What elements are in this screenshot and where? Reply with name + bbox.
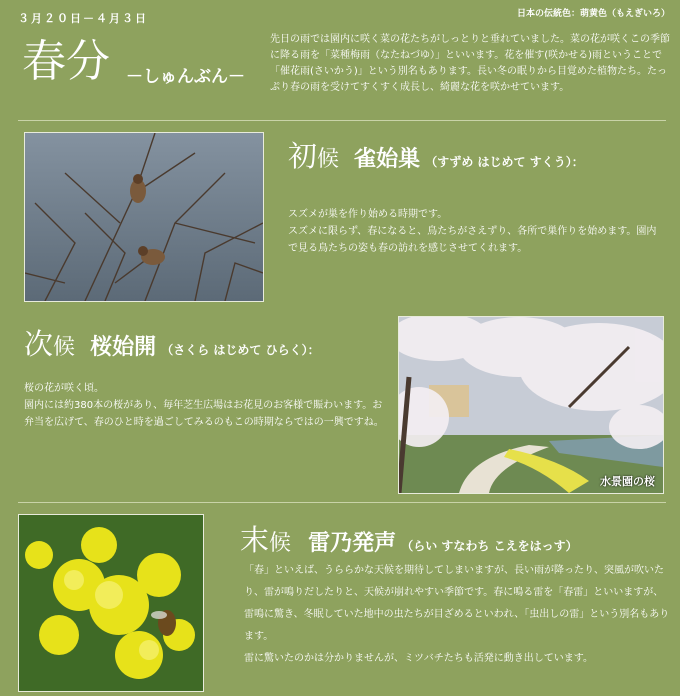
kou-name: 雀始巣: [354, 146, 421, 172]
kou-kanji: 初: [288, 139, 318, 173]
rapeseed-illustration: [19, 515, 203, 691]
kou-suffix: 候: [317, 147, 340, 172]
divider: [18, 502, 666, 503]
page-title: 春分: [22, 36, 110, 87]
cherry-blossom-photo: [398, 316, 664, 494]
section-2-heading: [24, 322, 320, 363]
section-3-heading: [240, 518, 578, 559]
kou-reading: （すずめ はじめて すくう）：: [425, 155, 584, 169]
kou-suffix: 候: [269, 531, 292, 556]
kou-reading: （らい すなわち こえをはっす）: [401, 539, 578, 553]
photo-caption: 水景園の桜: [600, 475, 655, 488]
intro-text: 先日の雨では園内に咲く菜の花たちがしっとりと垂れていました。菜の花が咲くこの季節に降る雨を「菜種梅雨（なたねづゆ）」といいます。花を催す(咲かせる)雨ということで「催花雨(さいかう)」という別名もあります。長い冬の眠りから目覚めた植物たち。たっぷり春の雨を受けてすくすく成長し、綺麗な花を咲かせています。: [270, 34, 670, 93]
kou-kanji: 次: [24, 327, 54, 361]
traditional-color-label: 日本の伝統色：萌黄色（もえぎいろ）: [516, 9, 670, 19]
section-1-heading: [288, 134, 584, 175]
page-title-reading: －しゅんぶん－: [126, 67, 245, 87]
cherry-blossom-illustration: [399, 317, 663, 493]
kou-name: 桜始開: [90, 334, 157, 360]
divider: [18, 120, 666, 121]
section-2-body: 桜の花が咲く頃。 園内には約380本の桜があり、毎年芝生広場はお花見のお客様で賑わいます。お弁当を広げて、春のひと時を過ごしてみるのもこの時期ならではの一興ですね。: [24, 383, 384, 428]
section-1-body: スズメが巣を作り始める時期です。 スズメに限らず、春になると、鳥たちがさえずり、各所で巣作りを始めます。園内で見る鳥たちの姿も春の訪れを感じさせてくれます。: [288, 209, 657, 254]
sparrows-photo: [24, 132, 264, 302]
date-range: ３月２０日－４月３日: [18, 12, 148, 25]
kou-suffix: 候: [53, 335, 76, 360]
rapeseed-bee-photo: [18, 514, 204, 692]
section-3-body: 「春」といえば、うららかな天候を期待してしまいますが、長い雨が降ったり、突風が吹いたり、雷が鳴りだしたりと、天候が崩れやすい季節です。春に鳴る雷を「春雷」といいますが、雷鳴に驚き、冬眠していた地中の虫たちが目ざめるといわれ、「虫出しの雷」という別名もあります。 雷に驚いたのかは分かりませんが、ミツバチたちも活発に動き出しています。: [244, 565, 670, 664]
sparrows-illustration: [25, 133, 263, 301]
kou-kanji: 末: [240, 523, 270, 557]
kou-name: 雷乃発声: [308, 530, 397, 556]
kou-reading: （さくら はじめて ひらく）：: [161, 343, 320, 357]
